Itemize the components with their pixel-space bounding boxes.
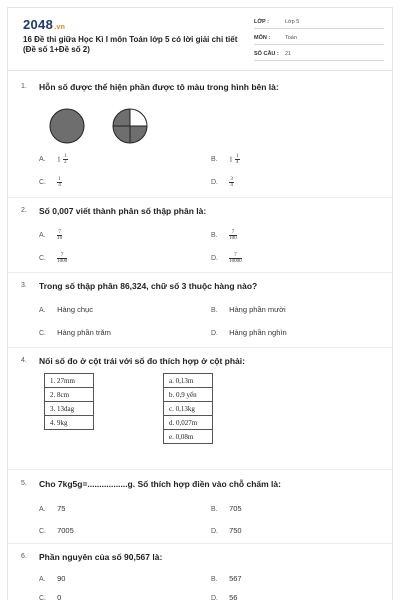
option-text: 56 bbox=[229, 593, 238, 602]
mixed-whole: 1 bbox=[57, 155, 61, 164]
meta-class bbox=[254, 14, 384, 29]
option-q3-a[interactable] bbox=[39, 305, 93, 314]
option-q2-c[interactable] bbox=[39, 253, 67, 264]
question-divider bbox=[8, 272, 392, 273]
question-divider bbox=[8, 469, 392, 470]
fraction bbox=[235, 154, 240, 165]
meta-value: Lớp 5 bbox=[285, 19, 300, 25]
question-text: Phần nguyên của số 90,567 là: bbox=[39, 552, 163, 562]
option-text: 75 bbox=[57, 504, 66, 513]
denominator: 10000 bbox=[229, 258, 242, 264]
option-letter: A. bbox=[39, 156, 46, 164]
logo-suffix: .vn bbox=[54, 24, 66, 31]
option-letter: C. bbox=[39, 255, 46, 263]
numerator: 1 bbox=[58, 177, 61, 182]
option-q3-b[interactable] bbox=[211, 305, 286, 314]
question-divider bbox=[8, 197, 392, 198]
meta-value: 21 bbox=[285, 51, 292, 57]
option-q5-c[interactable] bbox=[39, 526, 74, 535]
worksheet-page bbox=[7, 7, 393, 600]
meta-subject bbox=[254, 30, 384, 45]
denominator: 4 bbox=[58, 182, 61, 188]
fraction bbox=[63, 154, 68, 165]
question-divider bbox=[8, 543, 392, 544]
option-text: 0 bbox=[57, 593, 62, 602]
option-letter: C. bbox=[39, 330, 46, 337]
question-divider bbox=[8, 347, 392, 348]
option-q5-a[interactable] bbox=[39, 504, 65, 513]
question-text: Cho 7kg5g=.................g. Số thích hợp điền vào chỗ chấm là: bbox=[39, 479, 281, 489]
option-q6-b[interactable] bbox=[211, 574, 242, 583]
question-number: 4. bbox=[21, 357, 27, 364]
option-letter: D. bbox=[211, 528, 218, 535]
option-q5-b[interactable] bbox=[211, 504, 242, 513]
denominator: 4 bbox=[235, 159, 239, 165]
meta-key: LỚP : bbox=[254, 19, 269, 25]
numerator: 3 bbox=[230, 177, 233, 182]
left-item[interactable]: 1. 27mm bbox=[45, 374, 94, 388]
option-q3-c[interactable] bbox=[39, 328, 111, 337]
option-letter: B. bbox=[211, 156, 218, 164]
option-q1-a[interactable] bbox=[39, 154, 68, 165]
right-item[interactable]: b. 0,9 yến bbox=[164, 388, 213, 402]
meta-value: Toán bbox=[285, 35, 297, 41]
option-letter: C. bbox=[39, 528, 46, 535]
matching-right-column bbox=[163, 373, 213, 444]
option-letter: A. bbox=[39, 506, 46, 513]
denominator: 4 bbox=[230, 182, 233, 188]
worksheet-title: 16 Đề thi giữa Học Kì I môn Toán lớp 5 có lời giải chi tiết (Đề số 1+Đề số 2) bbox=[23, 35, 238, 54]
left-item[interactable]: 2. 8cm bbox=[45, 388, 94, 402]
fraction bbox=[229, 253, 242, 264]
option-q2-a[interactable] bbox=[39, 230, 62, 241]
meta-key: MÔN : bbox=[254, 35, 271, 41]
option-q1-d[interactable] bbox=[211, 177, 234, 188]
option-q2-d[interactable] bbox=[211, 253, 242, 264]
numerator: 1 bbox=[63, 154, 67, 159]
left-item[interactable]: 4. 9kg bbox=[45, 416, 94, 430]
option-q1-b[interactable] bbox=[211, 154, 240, 165]
numerator: 7 bbox=[231, 230, 235, 235]
option-letter: D. bbox=[211, 179, 218, 187]
option-text: Hàng phần trăm bbox=[57, 328, 111, 337]
option-letter: B. bbox=[211, 232, 218, 240]
numerator: 7 bbox=[60, 253, 64, 258]
option-letter: B. bbox=[211, 506, 218, 513]
fraction bbox=[57, 253, 67, 264]
fully-shaded-circle bbox=[50, 109, 84, 143]
question-text: Nối số đo ở cột trái với số đo thích hợp ở cột phải: bbox=[39, 356, 245, 366]
option-letter: A. bbox=[39, 307, 46, 314]
option-q3-d[interactable] bbox=[211, 328, 287, 337]
fraction bbox=[229, 230, 237, 241]
numerator: 7 bbox=[234, 253, 237, 258]
mixed-whole: 1 bbox=[229, 155, 233, 164]
option-text: Hàng chục bbox=[57, 305, 93, 314]
left-item[interactable]: 3. 13dag bbox=[45, 402, 94, 416]
meta-key: SỐ CÂU : bbox=[254, 51, 279, 57]
worksheet-header bbox=[8, 8, 392, 68]
option-letter: D. bbox=[211, 330, 218, 337]
question-number: 3. bbox=[21, 282, 27, 289]
option-text: Hàng phần mười bbox=[229, 305, 286, 314]
option-q6-c[interactable] bbox=[39, 593, 61, 602]
option-text: 7005 bbox=[57, 526, 74, 535]
denominator: 10 bbox=[57, 235, 63, 241]
option-letter: B. bbox=[211, 576, 218, 583]
shaded-circles-figure bbox=[48, 107, 148, 145]
option-q6-a[interactable] bbox=[39, 574, 65, 583]
option-letter: A. bbox=[39, 232, 46, 240]
option-q6-d[interactable] bbox=[211, 593, 237, 602]
numerator: 1 bbox=[235, 154, 239, 159]
fraction bbox=[229, 177, 234, 188]
option-text: 90 bbox=[57, 574, 66, 583]
option-letter: A. bbox=[39, 576, 46, 583]
question-number: 2. bbox=[21, 207, 27, 214]
denominator: 2 bbox=[63, 159, 67, 165]
option-text: 567 bbox=[229, 574, 242, 583]
right-item[interactable]: c. 0,13kg bbox=[164, 402, 213, 416]
option-q1-c[interactable] bbox=[39, 177, 62, 188]
numerator: 7 bbox=[58, 230, 61, 235]
option-letter: C. bbox=[39, 179, 46, 187]
denominator: 1000 bbox=[57, 258, 68, 264]
right-item[interactable]: e. 0,08m bbox=[164, 430, 213, 444]
header-divider bbox=[8, 70, 392, 71]
question-number: 1. bbox=[21, 83, 27, 90]
right-item[interactable]: d. 0,027m bbox=[164, 416, 213, 430]
question-text: Số 0,007 viết thành phân số thập phân là: bbox=[39, 206, 207, 216]
fraction bbox=[57, 230, 62, 241]
question-text: Trong số thập phân 86,324, chữ số 3 thuộc hàng nào? bbox=[39, 281, 258, 291]
option-letter: B. bbox=[211, 307, 218, 314]
option-text: 705 bbox=[229, 504, 242, 513]
fraction bbox=[57, 177, 62, 188]
logo-text: 2048 bbox=[23, 17, 54, 32]
option-letter: C. bbox=[39, 595, 46, 602]
option-text: Hàng phần nghìn bbox=[229, 328, 287, 337]
meta-question-count bbox=[254, 46, 384, 61]
matching-left-column bbox=[44, 373, 94, 430]
question-number: 6. bbox=[21, 553, 27, 560]
option-text: 750 bbox=[229, 526, 242, 535]
option-q5-d[interactable] bbox=[211, 526, 242, 535]
question-number: 5. bbox=[21, 480, 27, 487]
option-q2-b[interactable] bbox=[211, 230, 237, 241]
denominator: 100 bbox=[229, 235, 237, 241]
site-logo[interactable] bbox=[23, 17, 65, 32]
option-letter: D. bbox=[211, 255, 218, 263]
option-letter: D. bbox=[211, 595, 218, 602]
right-item[interactable]: a. 0,13m bbox=[164, 374, 213, 388]
question-text: Hỗn số được thể hiện phần được tô màu trong hình bên là: bbox=[39, 82, 279, 92]
